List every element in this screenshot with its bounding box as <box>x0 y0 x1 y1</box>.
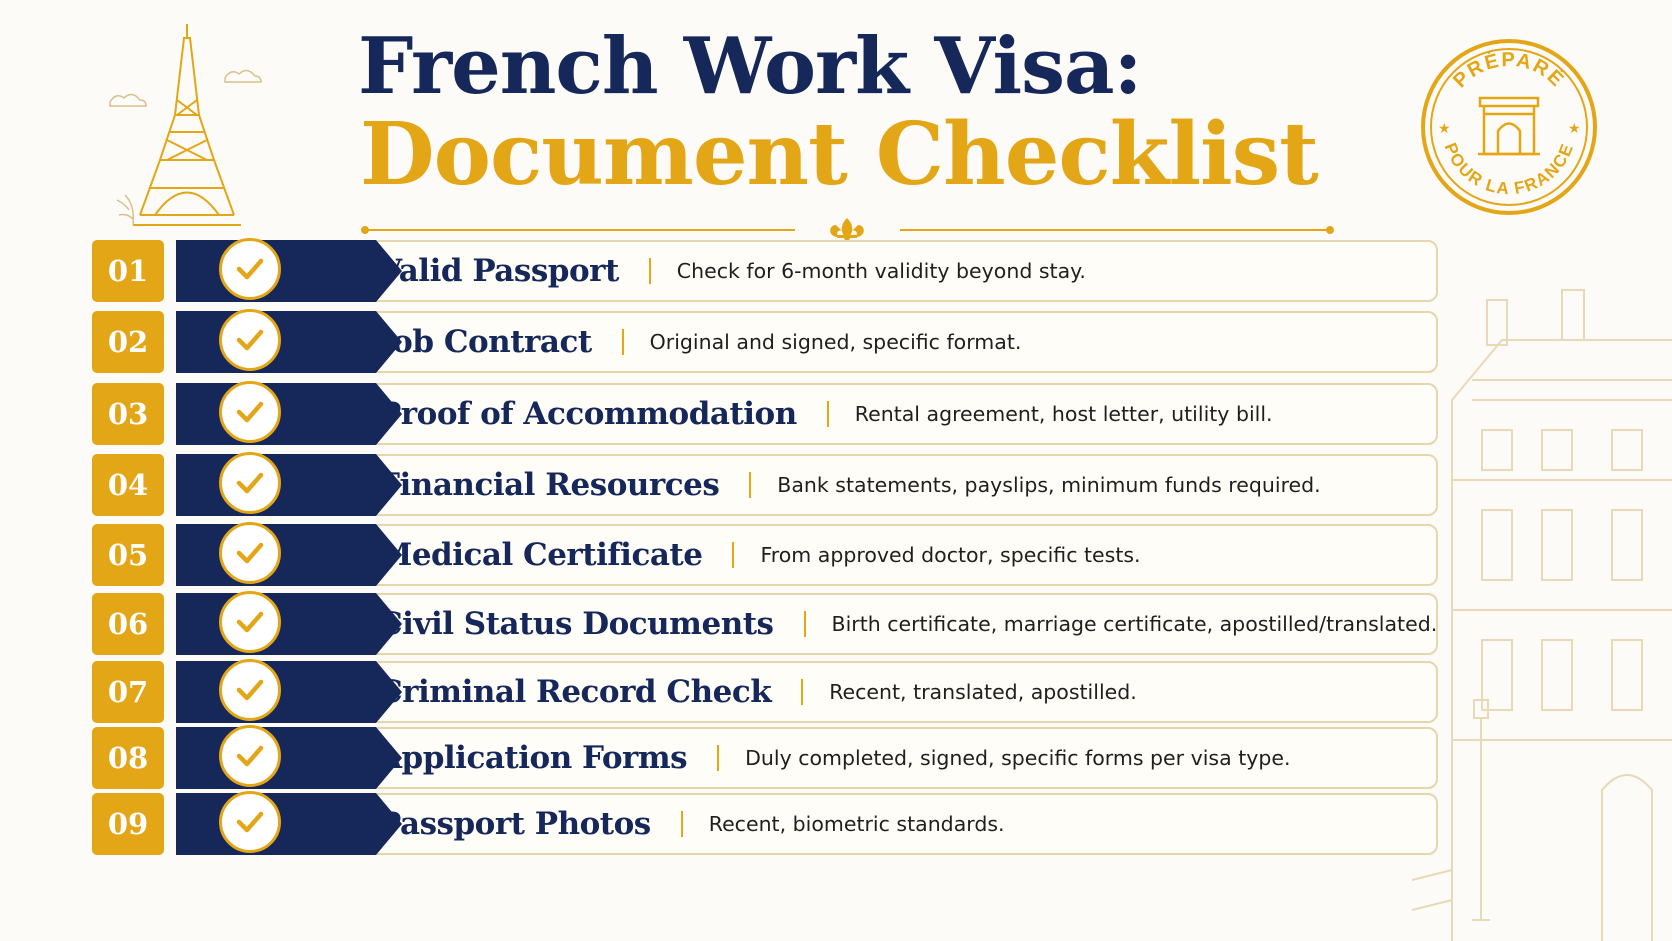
checklist-row <box>92 524 1436 586</box>
checkbox-checked[interactable] <box>219 725 281 787</box>
item-text <box>378 524 1141 586</box>
item-number: 03 <box>92 383 164 445</box>
checkbox-checked[interactable] <box>219 309 281 371</box>
checkmark-icon <box>233 739 267 773</box>
checkbox-checked[interactable] <box>219 591 281 653</box>
item-text <box>378 311 1021 373</box>
item-number: 06 <box>92 593 164 655</box>
item-text <box>378 593 1437 655</box>
checkbox-checked[interactable] <box>219 791 281 853</box>
item-title: Medical Certificate <box>378 537 703 573</box>
checkbox-checked[interactable] <box>219 522 281 584</box>
checkmark-icon <box>233 536 267 570</box>
checkbox-checked[interactable] <box>219 238 281 300</box>
checkmark-icon <box>233 673 267 707</box>
item-description: Original and signed, specific format. <box>649 330 1022 354</box>
item-text <box>378 383 1273 445</box>
checklist-row <box>92 240 1436 302</box>
item-number: 01 <box>92 240 164 302</box>
checkmark-icon <box>233 252 267 286</box>
item-text <box>378 727 1291 789</box>
checkbox-checked[interactable] <box>219 452 281 514</box>
item-separator <box>717 745 719 771</box>
parisian-building-illustration <box>1412 280 1672 941</box>
item-separator <box>622 329 624 355</box>
item-separator <box>749 472 751 498</box>
item-number: 02 <box>92 311 164 373</box>
item-text <box>378 793 1005 855</box>
item-separator <box>804 611 806 637</box>
title-line-1: French Work Visa: <box>358 21 1142 112</box>
item-number: 04 <box>92 454 164 516</box>
item-description: Recent, translated, apostilled. <box>829 680 1137 704</box>
checklist-row <box>92 661 1436 723</box>
checklist-row <box>92 727 1436 789</box>
item-text <box>378 661 1137 723</box>
stamp-top-arc: PRÉPARÉ <box>1449 48 1569 93</box>
eiffel-tower-icon <box>105 20 280 235</box>
item-description: Bank statements, payslips, minimum funds required. <box>777 473 1321 497</box>
item-number: 09 <box>92 793 164 855</box>
item-title: Criminal Record Check <box>378 674 772 710</box>
item-text <box>378 240 1086 302</box>
item-description: From approved doctor, specific tests. <box>760 543 1141 567</box>
item-text <box>378 454 1321 516</box>
item-separator <box>801 679 803 705</box>
item-title: Job Contract <box>378 324 592 360</box>
item-separator <box>732 542 734 568</box>
item-description: Recent, biometric standards. <box>708 812 1005 836</box>
checklist-row <box>92 593 1436 655</box>
checkbox-checked[interactable] <box>219 381 281 443</box>
item-description: Check for 6-month validity beyond stay. <box>676 259 1086 283</box>
checkmark-icon <box>233 395 267 429</box>
svg-text:PRÉPARÉ <box>1449 49 1569 93</box>
svg-text:★: ★ <box>1438 121 1451 137</box>
item-number: 05 <box>92 524 164 586</box>
item-number: 08 <box>92 727 164 789</box>
arc-de-triomphe-icon <box>1478 98 1540 154</box>
checkmark-icon <box>233 466 267 500</box>
prepare-pour-la-france-stamp <box>1418 36 1600 218</box>
item-separator <box>649 258 651 284</box>
checkmark-icon <box>233 605 267 639</box>
item-description: Birth certificate, marriage certificate, apostilled/translated. <box>831 612 1438 636</box>
item-title: Passport Photos <box>378 806 651 842</box>
item-separator <box>827 401 829 427</box>
checklist-row <box>92 311 1436 373</box>
item-title: Proof of Accommodation <box>378 396 797 432</box>
title-line-2: Document Checklist <box>360 104 1318 205</box>
item-title: Financial Resources <box>378 467 720 503</box>
item-title: Valid Passport <box>378 253 619 289</box>
item-number: 07 <box>92 661 164 723</box>
checklist-row <box>92 793 1436 855</box>
checklist-row <box>92 454 1436 516</box>
item-separator <box>681 811 683 837</box>
item-title: Civil Status Documents <box>378 606 774 642</box>
svg-text:★: ★ <box>1568 121 1581 137</box>
checkbox-checked[interactable] <box>219 659 281 721</box>
checkmark-icon <box>233 805 267 839</box>
item-description: Rental agreement, host letter, utility bill. <box>854 402 1273 426</box>
checklist-row <box>92 383 1436 445</box>
item-description: Duly completed, signed, specific forms per visa type. <box>745 746 1291 770</box>
checkmark-icon <box>233 323 267 357</box>
item-title: Application Forms <box>378 740 688 776</box>
stamp-bottom-arc: POUR LA FRANCE <box>1440 140 1578 199</box>
